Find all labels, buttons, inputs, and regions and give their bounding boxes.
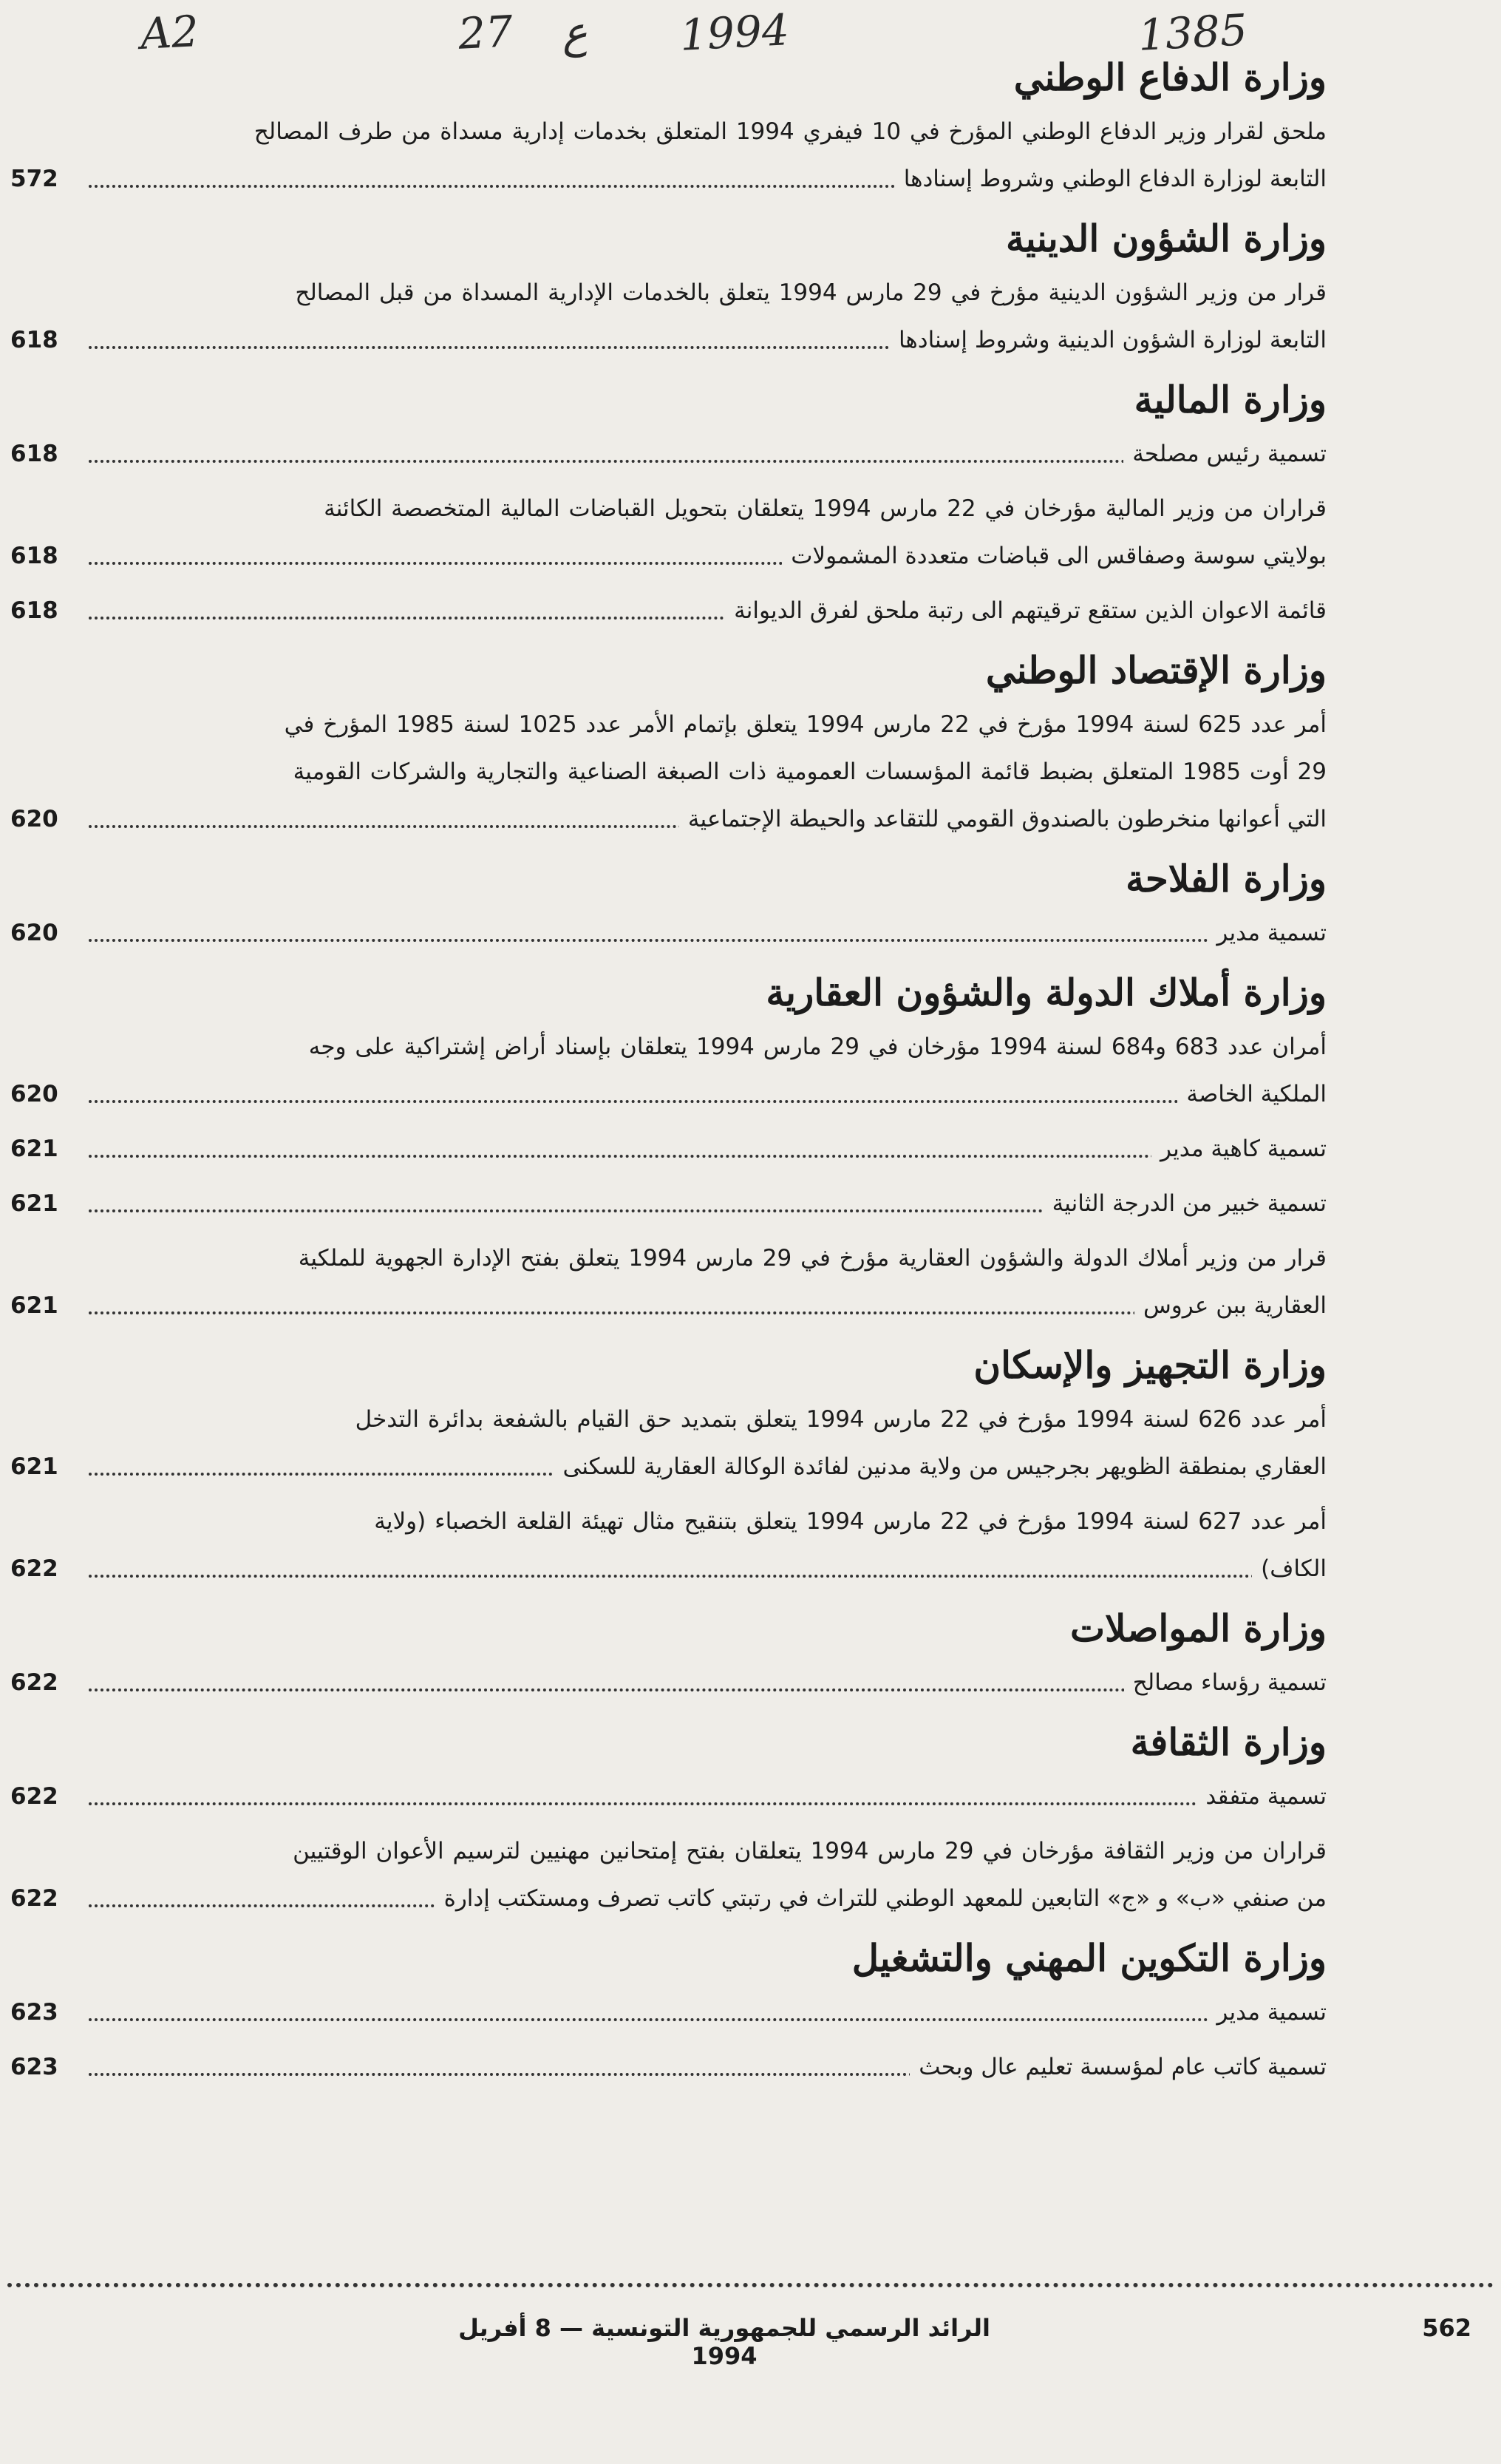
toc-entry (0, 1498, 1327, 1592)
ministry-heading: وزارة المواصلات (1069, 1606, 1327, 1650)
handwritten-note-right: 1385 (1137, 4, 1249, 61)
toc-entry (0, 1659, 1327, 1706)
handwritten-note-mid2: ع (560, 7, 589, 58)
entry-title: تسمية رؤساء مصالح (1124, 1669, 1327, 1696)
toc-entry (0, 587, 1327, 634)
ministry-heading: وزارة أملاك الدولة والشؤون العقارية (766, 971, 1327, 1014)
toc-entry (0, 430, 1327, 478)
entry-title: الملكية الخاصة (1177, 1081, 1327, 1107)
dot-leader (89, 1100, 1327, 1103)
entry-page-number: 620 (10, 1081, 58, 1107)
entry-last-line (0, 430, 1327, 478)
ministry-section (0, 374, 1327, 634)
entry-page-number: 622 (10, 1885, 58, 1912)
entry-page-number: 621 (10, 1190, 58, 1217)
entry-last-line (0, 1659, 1327, 1706)
toc-entry (0, 269, 1327, 364)
ministry-heading: وزارة الإقتصاد الوطني (985, 648, 1327, 692)
entry-page-number: 618 (10, 327, 58, 353)
ministry-section (0, 853, 1327, 957)
entry-page-number: 623 (10, 2054, 58, 2080)
ministry-section (0, 645, 1327, 843)
entry-title: العقارية ببن عروس (1134, 1292, 1327, 1319)
ministry-heading: وزارة المالية (1134, 378, 1327, 421)
entry-text-line: ملحق لقرار وزير الدفاع الوطني المؤرخ في 10 فيفري 1994 المتعلق بخدمات إدارية مسداة من طرف المصالح (253, 118, 1327, 145)
entry-page-number: 621 (10, 1292, 58, 1319)
ministry-section (0, 1932, 1327, 2091)
entry-title: من صنفي «ب» و «ج» التابعين للمعهد الوطني للتراث في رتبتي كاتب تصرف ومستكتب إدارة (435, 1885, 1327, 1912)
ministry-section (0, 52, 1327, 203)
handwritten-note-mid3: 1994 (678, 4, 791, 61)
entry-last-line (0, 1989, 1327, 2036)
toc-entry (0, 2043, 1327, 2091)
entry-text-line: أمر عدد 626 لسنة 1994 مؤرخ في 22 مارس 1994 يتعلق بتمديد حق القيام بالشفعة بدائرة التدخل (355, 1406, 1327, 1433)
entry-title: العقاري بمنطقة الظويهر بجرجيس من ولاية مدنين لفائدة الوكالة العقارية للسكنى (554, 1453, 1327, 1480)
entry-title: بولايتي سوسة وصفاقس الى قباضات متعددة المشمولات (782, 543, 1327, 569)
toc-entry (0, 1396, 1327, 1490)
ministry-section (0, 967, 1327, 1329)
entry-last-line (0, 1875, 1327, 1922)
ministry-heading: وزارة الدفاع الوطني (1013, 55, 1327, 99)
entry-title: تسمية مدير (1208, 1999, 1327, 2026)
entry-last-line (0, 1282, 1327, 1329)
entry-page-number: 623 (10, 1999, 58, 2026)
entry-last-line (0, 532, 1327, 580)
entry-text-line: قرار من وزير أملاك الدولة والشؤون العقارية مؤرخ في 29 مارس 1994 يتعلق بفتح الإدارة الجهوية للملكية (298, 1245, 1327, 1272)
entry-text-line: 29 أوت 1985 المتعلق بضبط قائمة المؤسسات العمومية ذات الصبغة الصناعية والتجارية والشركات القومية (293, 758, 1327, 785)
footer-divider (7, 2283, 1494, 2287)
ministry-heading: وزارة الثقافة (1130, 1720, 1327, 1764)
entry-title: تسمية رئيس مصلحة (1123, 441, 1327, 467)
entry-text-line: أمر عدد 627 لسنة 1994 مؤرخ في 22 مارس 1994 يتعلق بتنقيح مثال تهيئة القلعة الخصباء (ولاية (374, 1508, 1327, 1535)
dot-leader (89, 1575, 1327, 1578)
entry-text-line: قرار من وزير الشؤون الدينية مؤرخ في 29 مارس 1994 يتعلق بالخدمات الإدارية المسداة من قبل المصالح (295, 279, 1327, 306)
entry-last-line (0, 1545, 1327, 1592)
ministry-section (0, 1340, 1327, 1592)
toc-entry (0, 1180, 1327, 1227)
entry-page-number: 622 (10, 1783, 58, 1810)
entry-title: تسمية كاهية مدير (1151, 1136, 1327, 1162)
ministry-heading: وزارة الشؤون الدينية (1005, 217, 1327, 260)
entry-title: التابعة لوزارة الدفاع الوطني وشروط إسنادها (895, 166, 1327, 192)
toc-entry (0, 1827, 1327, 1922)
page-footer (0, 2314, 1501, 2370)
entry-text-line: قراران من وزير الثقافة مؤرخان في 29 مارس 1994 يتعلقان بفتح إمتحانين مهنيين لترسيم الأعوان الوقتيين (293, 1838, 1327, 1864)
entry-page-number: 618 (10, 441, 58, 467)
toc-entry (0, 1773, 1327, 1820)
entry-title: تسمية متفقد (1197, 1783, 1327, 1810)
gazette-title: الرائد الرسمي للجمهورية التونسية — 8 أفريل 1994 (458, 2314, 990, 2370)
entry-title: تسمية خبير من الدرجة الثانية (1044, 1190, 1327, 1217)
dot-leader (89, 1155, 1327, 1158)
ministry-section (0, 1717, 1327, 1922)
entry-text-line: أمران عدد 683 و684 لسنة 1994 مؤرخان في 29 مارس 1994 يتعلقان بإسناد أراض إشتراكية على وجه (308, 1034, 1327, 1060)
ministry-heading: وزارة التكوين المهني والتشغيل (851, 1936, 1327, 1980)
toc-entry (0, 1125, 1327, 1172)
ministry-heading: وزارة الفلاحة (1126, 857, 1327, 900)
entry-last-line (0, 909, 1327, 957)
entry-last-line (0, 1443, 1327, 1490)
entry-last-line (0, 155, 1327, 203)
handwritten-note-left: A2 (139, 5, 200, 60)
dot-leader (89, 1802, 1327, 1805)
entry-title: الكاف) (1252, 1555, 1327, 1582)
entry-last-line (0, 795, 1327, 843)
toc-entry (0, 701, 1327, 843)
ministry-section (0, 1603, 1327, 1706)
entry-page-number: 621 (10, 1136, 58, 1162)
entry-last-line (0, 1125, 1327, 1172)
entry-title: قائمة الاعوان الذين ستقع ترقيتهم الى رتبة ملحق لفرق الديوانة (725, 597, 1327, 624)
dot-leader (89, 939, 1327, 942)
toc-entry (0, 1023, 1327, 1118)
entry-last-line (0, 1180, 1327, 1227)
entry-title: التابعة لوزارة الشؤون الدينية وشروط إسنادها (890, 327, 1327, 353)
entry-page-number: 622 (10, 1555, 58, 1582)
entry-title: التي أعوانها منخرطون بالصندوق القومي للتقاعد والحيطة الإجتماعية (679, 806, 1327, 832)
entry-page-number: 622 (10, 1669, 58, 1696)
entry-last-line (0, 1773, 1327, 1820)
toc-entry (0, 1235, 1327, 1329)
toc-entry (0, 1989, 1327, 2036)
entry-title: تسمية كاتب عام لمؤسسة تعليم عال وبحث (910, 2054, 1327, 2080)
entry-last-line (0, 2043, 1327, 2091)
entry-page-number: 618 (10, 597, 58, 624)
entry-title: تسمية مدير (1208, 920, 1327, 946)
handwritten-note-mid1: 27 (457, 6, 514, 59)
entry-text-line: أمر عدد 625 لسنة 1994 مؤرخ في 22 مارس 1994 يتعلق بإتمام الأمر عدد 1025 لسنة 1985 المؤرخ في (284, 711, 1327, 738)
toc-entry (0, 909, 1327, 957)
toc-entry (0, 108, 1327, 203)
entry-page-number: 572 (10, 166, 58, 192)
entry-last-line (0, 316, 1327, 364)
entry-page-number: 621 (10, 1453, 58, 1480)
ministry-section (0, 213, 1327, 364)
ministry-heading: وزارة التجهيز والإسكان (973, 1343, 1327, 1387)
entry-last-line (0, 587, 1327, 634)
toc-entry (0, 485, 1327, 580)
entry-last-line (0, 1070, 1327, 1118)
page-number: 562 (1422, 2314, 1471, 2342)
entry-text-line: قراران من وزير المالية مؤرخان في 22 مارس 1994 يتعلقان بتحويل القباضات المالية المتخصصة الكائنة (324, 495, 1327, 522)
dot-leader (89, 2018, 1327, 2021)
entry-page-number: 620 (10, 920, 58, 946)
entry-page-number: 618 (10, 543, 58, 569)
entry-page-number: 620 (10, 806, 58, 832)
table-of-contents (0, 52, 1327, 2098)
